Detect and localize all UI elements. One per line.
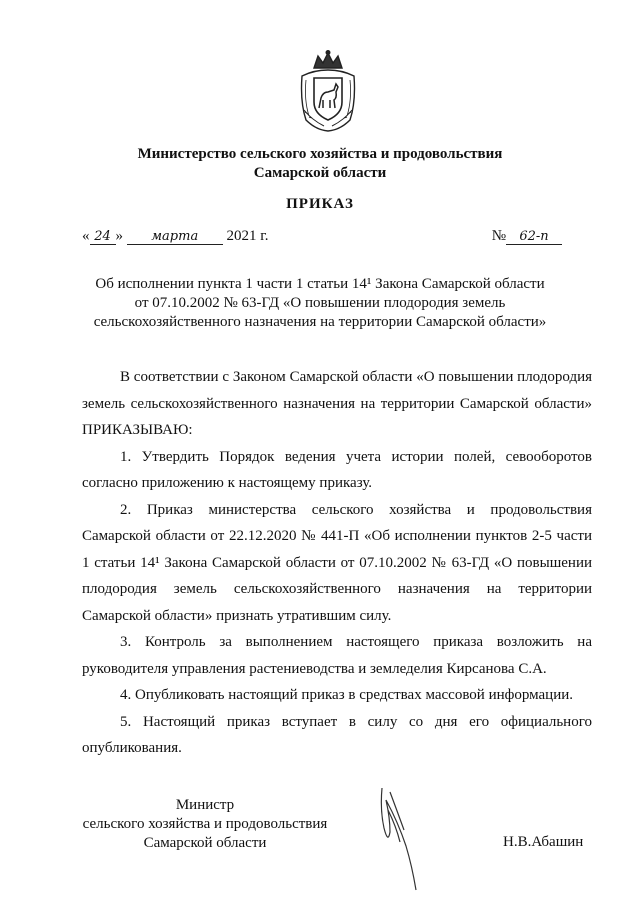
signer-name: Н.В.Абашин bbox=[503, 834, 584, 850]
organization-name bbox=[0, 145, 640, 183]
order-item-2: 2. Приказ министерства сельского хозяйства и продовольствия Самарской области от 22.12.2020 № 441-П «Об исполнении пунктов 2-5 части 1 статьи 14¹ Закона Самарской области от 07.10.2002 № 63-ГД «О повышении плодородия земель сельскохозяйственного назначения на территории Самарской области» признать утратившим силу. bbox=[82, 501, 592, 624]
document-title: ПРИКАЗ bbox=[286, 196, 354, 212]
date-close-quote: » bbox=[115, 228, 123, 244]
subject-line-3: сельскохозяйственного назначения на территории Самарской области» bbox=[93, 314, 547, 330]
date-open-quote: « bbox=[82, 228, 90, 244]
signer-position-line-2: сельского хозяйства и продовольствия bbox=[82, 816, 328, 832]
handwritten-signature-icon bbox=[360, 770, 450, 900]
order-item-3: 3. Контроль за выполнением настоящего приказа возложить на руководителя управления растениеводства и земледелия Кирсанова С.А. bbox=[82, 634, 592, 677]
number-label: № bbox=[491, 228, 506, 244]
number-value: 62-п bbox=[506, 229, 562, 245]
preamble-paragraph: В соответствии с Законом Самарской области «О повышении плодородия земель сельскохозяйственного назначения на территории Самарской области» ПРИКАЗЫВАЮ: bbox=[82, 369, 592, 438]
order-body bbox=[82, 364, 592, 762]
date-day: 24 bbox=[90, 229, 116, 245]
order-item-5: 5. Настоящий приказ вступает в силу со дня его официального опубликования. bbox=[82, 713, 592, 756]
signer-position-line-3: Самарской области bbox=[143, 835, 267, 851]
order-subject bbox=[70, 275, 570, 332]
subject-line-2: от 07.10.2002 № 63-ГД «О повышении плодородия земель bbox=[134, 295, 506, 311]
organization-line-2: Самарской области bbox=[253, 165, 387, 181]
document-date bbox=[82, 228, 268, 245]
signer-position bbox=[70, 796, 340, 853]
date-year: 2021 г. bbox=[226, 228, 269, 244]
signer-position-line-1: Министр bbox=[175, 797, 235, 813]
date-month: марта bbox=[127, 229, 223, 245]
order-item-1: 1. Утвердить Порядок ведения учета истории полей, севооборотов согласно приложению к настоящему приказу. bbox=[82, 448, 592, 491]
order-item-4: 4. Опубликовать настоящий приказ в средствах массовой информации. bbox=[120, 687, 574, 703]
document-number bbox=[492, 228, 562, 245]
organization-line-1: Министерство сельского хозяйства и продовольствия bbox=[137, 146, 503, 162]
coat-of-arms-icon bbox=[296, 50, 360, 132]
subject-line-1: Об исполнении пункта 1 части 1 статьи 14¹ Закона Самарской области bbox=[95, 276, 545, 292]
date-number-line bbox=[82, 224, 562, 250]
